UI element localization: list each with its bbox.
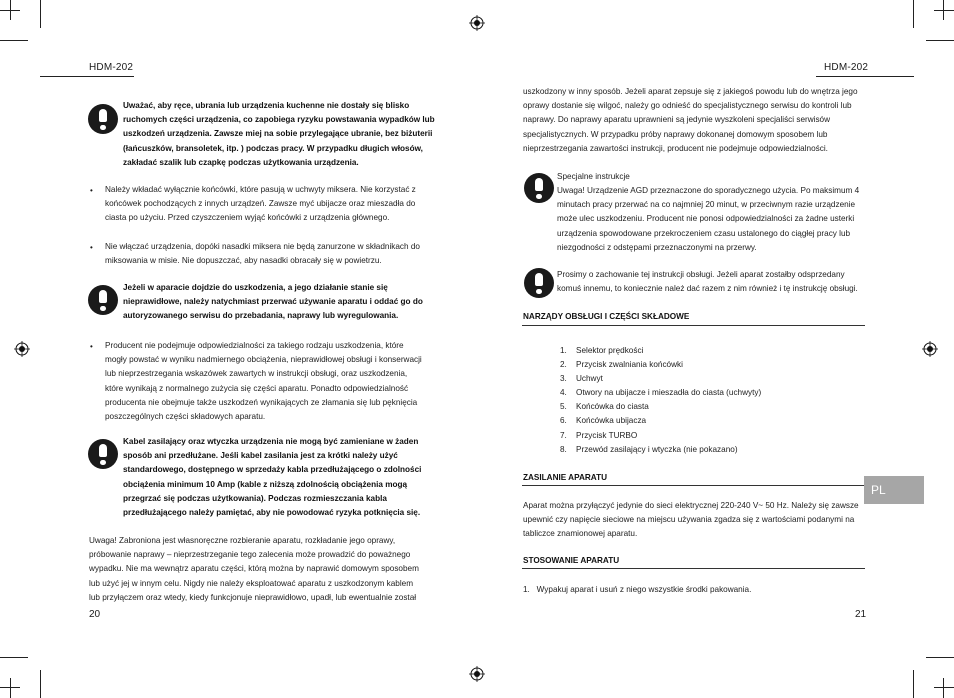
list-item: 2. Przycisk zwalniania końcówki (560, 360, 683, 370)
power-text: Aparat można przyłączyć jedynie do sieci elektrycznej 220-240 V~ 50 Hz. Należy się zawsze upewnić czy napięcie sieciowe na miejscu używania zgadza się z wartościami podanymi na tabliczce znamionowej aparatu. (523, 501, 859, 539)
exclamation-circle-icon (88, 285, 118, 315)
header-rule (40, 76, 134, 77)
section-rule (522, 325, 865, 326)
keep-instructions-text: Prosimy o zachowanie tej instrukcji obsługi. Jeżeli aparat zostałby odsprzedany komuś innemu, to koniecznie należ dać razem z nim również i tę instrukcję obsługi. (557, 270, 858, 294)
section-rule (522, 568, 865, 569)
section-heading: STOSOWANIE APARATU (523, 556, 620, 565)
bullet-marker: • (90, 243, 93, 252)
model-name: HDM-202 (89, 62, 134, 73)
bullet-marker: • (90, 186, 93, 195)
crop-mark (0, 40, 28, 41)
special-title: Specjalne instrukcje (557, 172, 630, 181)
bullet-marker: • (90, 342, 93, 351)
exclamation-circle-icon (88, 439, 118, 469)
crop-mark (40, 0, 41, 28)
crop-mark (934, 687, 954, 688)
crop-mark (913, 0, 914, 28)
crop-mark (0, 657, 28, 658)
language-tab: PL (864, 476, 924, 504)
crop-mark (10, 678, 11, 698)
warning-text: Kabel zasilający oraz wtyczka urządzenia nie mogą być zamieniane w żaden sposób ani przedłużane. Jeśli kabel zasilania jest za krótki należy użyć standardowego, dostępnego w sprzedaży kabla przedłużającego o zdolności obciążenia minimum 10 Amp (kable z niższą zdolnością obciążenia mogą przegrzać się podczas użytkowania). Podczas rozmieszczania kabla przedłużającego należy pamiętać, aby nie powodować ryzyka potknięcia się. (123, 437, 422, 518)
parts-list (560, 344, 761, 457)
crop-mark (0, 10, 20, 11)
list-item: 8. Przewód zasilający i wtyczka (nie pokazano) (560, 444, 738, 454)
notice-text: Uwaga! Zabroniona jest własnoręczne rozbieranie aparatu, rozkładanie jego oprawy, próbowanie naprawy – nieprzestrzeganie tego zalecenia może prowadzić do poważnego wypadku. Nie ma wewnątrz aparatu części, którą można by naprawić domowym sposobem lub użyć jej w innym celu. Nigdy nie należy eksploatować aparatu z uszkodzonym kablem lub przyłączem oraz wtedy, kiedy funkcjonuje nieprawidłowo, upadł, lub ewentualnie został (89, 536, 419, 602)
list-item: 7. Przycisk TURBO (560, 430, 638, 440)
crop-mark (934, 10, 954, 11)
list-item: 4. Otwory na ubijacze i mieszadła do ciasta (uchwyty) (560, 388, 762, 398)
model-name: HDM-202 (824, 62, 869, 73)
section-heading: NARZĄDY OBSŁUGI I CZĘŚCI SKŁADOWE (523, 312, 690, 321)
section-heading: ZASILANIE APARATU (523, 473, 607, 482)
bullet-text: Należy wkładać wyłącznie końcówki, które pasują w uchwyty miksera. Nie korzystać z końcówek pochodzących z innych urządzeń. Zawsze myć ubijacze oraz mieszadła do ciasta po użyciu. Przed czyszczeniem wyjąć końcówki z urządzenia głównego. (105, 185, 416, 223)
bullet-text: Nie włączać urządzenia, dopóki nasadki miksera nie będą zanurzone w składnikach do miksowania w misie. Nie dopuszczać, aby nasadki obracały się w powietrzu. (105, 242, 420, 266)
crop-mark (943, 678, 944, 698)
list-item: 5. Końcówka do ciasta (560, 402, 649, 412)
exclamation-circle-icon (88, 104, 118, 134)
page-number: 20 (89, 609, 101, 620)
registration-target-icon (14, 341, 30, 357)
exclamation-circle-icon (524, 173, 554, 203)
header-rule (816, 76, 914, 77)
list-item: 1. Selektor prędkości (560, 346, 644, 355)
special-text: Uwaga! Urządzenie AGD przeznaczone do sporadycznego użycia. Po maksimum 4 minutach pracy przerwać na co najmniej 20 minut, w przeciwnym razie urządzenie może ulec uszkodzeniu. Producent nie ponosi odpowiedzialności za żadne usterki urządzenia spowodowane przekroczeniem czasu ustalonego do ciągłej pracy lub niezgodności z odstępami przeznaczonymi na przerwy. (557, 186, 860, 252)
registration-target-icon (469, 15, 485, 31)
page-number: 21 (855, 609, 867, 620)
crop-mark (926, 657, 954, 658)
section-rule (522, 485, 865, 486)
bullet-text: Producent nie podejmuje odpowiedzialności za takiego rodzaju uszkodzenia, które mogły powstać w wyniku nadmiernego obciążenia, nieprawidłowej obsługi i konserwacji lub nieprzestrzegania wskazówek zawartych w instrukcji obsługi, oraz uszkodzenia, które wynikają z normalnego zużycia się części aparatu. Ponadto odpowiedzialność producenta nie obejmuje także uszkodzeń wynikających ze złamania się lub pęknięcia poszczególnych części składowych aparatu. (105, 341, 422, 422)
crop-mark (926, 40, 954, 41)
exclamation-circle-icon (524, 268, 554, 298)
warning-text: Uważać, aby ręce, ubrania lub urządzenia kuchenne nie dostały się blisko ruchomych części urządzenia, co zapobiega ryzyku powstawania wypadków lub uszkodzeń urządzenia. Zawsze miej na sobie przylegające ubranie, bez biżuterii (łańcuszków, bransoletek, itp. ) podczas pracy. W przypadku długich włosów, zakładać szalik lub czapkę podczas użytkowania urządzenia. (123, 101, 435, 167)
registration-target-icon (922, 341, 938, 357)
usage-step: 1. Wypakuj aparat i usuń z niego wszystkie środki pakowania. (523, 585, 752, 594)
continuation-text: uszkodzony w inny sposób. Jeżeli aparat zepsuje się z jakiegoś powodu lub do wnętrza jego oprawy dostanie się wilgoć, należy go odnieść do specjalistycznego serwisu do kontroli lub naprawy. Do naprawy aparatu uprawnieni są jedynie wyszkoleni specjaliści serwisów specjalistycznych. W przypadku próby naprawy dokonanej domowym sposobem lub nieprzestrzegania zawartości instrukcji, producent nie podejmuje odpowiedzialności. (523, 87, 858, 153)
crop-mark (0, 687, 20, 688)
crop-mark (40, 670, 41, 698)
list-item: 6. Końcówka ubijacza (560, 416, 647, 426)
list-item: 3. Uchwyt (560, 374, 603, 384)
warning-text: Jeżeli w aparacie dojdzie do uszkodzenia, a jego działanie stanie się nieprawidłowe, należy natychmiast przerwać używanie aparatu i oddać go do autoryzowanego serwisu do przebadania, naprawy lub wyregulowania. (123, 283, 423, 321)
crop-mark (913, 670, 914, 698)
registration-target-icon (469, 666, 485, 682)
